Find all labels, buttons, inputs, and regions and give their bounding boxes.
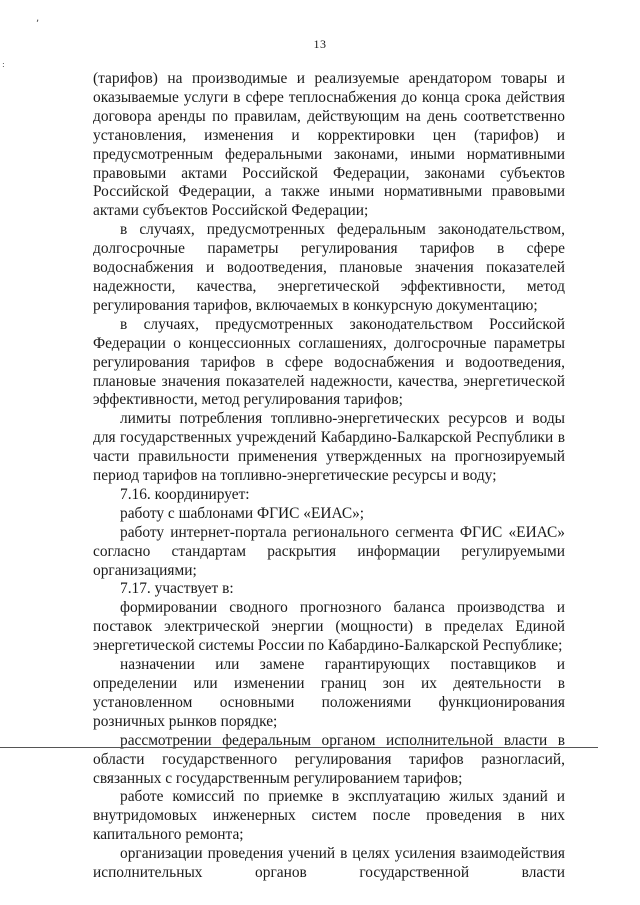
paragraph: (тарифов) на производимые и реализуемые арендатором товары и оказываемые услуги в сфере теплоснабжения до конца срока действия договора аренды по правилам, действующим на день соответственно установления, изменения и корректировки цен (тарифов) и предусмотренным федеральными законами, иными нормативными правовыми актами Российской Федерации, законами субъектов Российской Федерации, а также иными нормативными правовыми актами субъектов Российской Федерации; xyxy=(93,70,565,220)
paragraph: работе комиссий по приемке в эксплуатацию жилых зданий и внутридомовых инженерных систем после проведения в них капитального ремонта; xyxy=(93,788,565,844)
paragraph: в случаях, предусмотренных законодательством Российской Федерации о концессионных соглашениях, долгосрочные параметры регулирования тарифов в сфере водоснабжения и водоотведения, плановые значения показателей надежности, качества, энергетической эффективности, метод регулирования тарифов; xyxy=(93,315,565,409)
document-body xyxy=(93,70,565,883)
paragraph: лимиты потребления топливно-энергетических ресурсов и воды для государственных учреждений Кабардино-Балкарской Республики в части правильности применения утвержденных на прогнозируемый период тарифов на топливно-энергетические ресурсы и воду; xyxy=(93,410,565,485)
paragraph: назначении или замене гарантирующих поставщиков и определении или изменении границ зон их деятельности в установленном основными положениями функционирования розничных рынков порядке; xyxy=(93,656,565,730)
page-number: 13 xyxy=(313,37,327,51)
section-heading: 7.16. координирует: xyxy=(120,485,250,503)
paragraph: формировании сводного прогнозного баланса производства и поставок электрической энергии (мощности) в пределах Единой энергетической системы России по Кабардино-Балкарской Республике; xyxy=(93,599,565,655)
section-heading: 7.17. участвует в: xyxy=(120,580,234,598)
paragraph: в случаях, предусмотренных федеральным законодательством, долгосрочные параметры регулирования тарифов в сфере водоснабжения и водоотведения, плановые значения показателей надежности, качества, энергетической эффективности, метод регулирования тарифов, включаемых в конкурсную документацию; xyxy=(93,221,565,314)
paragraph: организации проведения учений в целях усиления взаимодействия исполнительных органов государственной власти xyxy=(93,845,565,882)
paragraph: рассмотрении федеральным органом исполнительной власти в области государственного регулирования тарифов разногласий, связанных с государственным регулированием тарифов; xyxy=(93,731,565,787)
paragraph: работу с шаблонами ФГИС «ЕИАС»; xyxy=(120,504,365,522)
margin-mark: , xyxy=(36,13,40,24)
scan-line xyxy=(0,747,598,748)
margin-mark: : xyxy=(2,60,5,69)
paragraph: работу интернет-портала регионального сегмента ФГИС «ЕИАС» согласно стандартам раскрытия информации регулируемыми организациями; xyxy=(93,523,565,579)
